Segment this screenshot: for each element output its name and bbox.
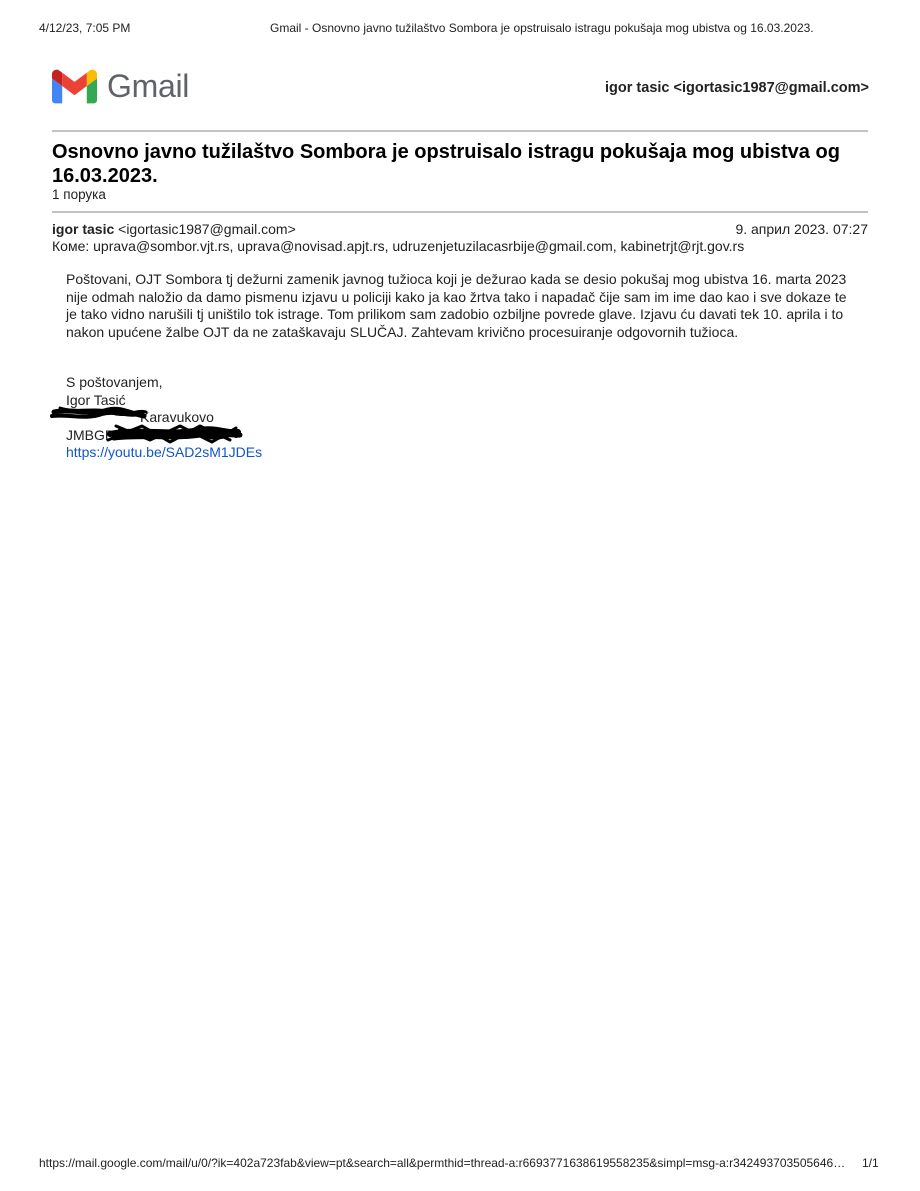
sender-name: igor tasic — [52, 221, 115, 237]
subject-divider — [52, 211, 868, 213]
print-footer-url: https://mail.google.com/mail/u/0/?ik=402a723fab&view=pt&search=all&permthid=thread-a:r6693771638619558235&simpl=msg-a:r342493703505646… — [39, 1156, 846, 1170]
signature-address — [66, 409, 262, 427]
account-identity: igor tasic <igortasic1987@gmail.com> — [605, 80, 869, 96]
message-date: 9. април 2023. 07:27 — [735, 221, 868, 237]
print-page-number: 1/1 — [862, 1156, 879, 1170]
signature-name: Igor Tasić — [66, 391, 126, 408]
recipients-line: Коме: uprava@sombor.vjt.rs, uprava@novisad.apjt.rs, udruzenjetuzilacasrbije@gmail.com, kabinetrjt@rjt.gov.rs — [52, 238, 745, 254]
message-sender-line — [52, 221, 868, 237]
header-divider — [52, 130, 868, 132]
sender-email: <igortasic1987@gmail.com> — [118, 221, 296, 237]
gmail-brand — [52, 68, 189, 104]
message-count: 1 порука — [52, 187, 106, 202]
gmail-logo-icon — [52, 69, 97, 104]
signature — [66, 374, 262, 462]
message-body: Poštovani, OJT Sombora tj dežurni zamenik javnog tužioca koji je dežurao kada se desio pokušaj mog ubistva 16. marta 2023 nije odmah naložio da damo pismenu izjavu u policiji kako ja kao žrtva tako i napadač čije sam im ime dao kao i sve dokaze te je tako vidno narušili tj uništilo tok istrage. Tom prilikom sam zadobio ozbiljne povrede glave. Izjavu ću davati tek 10. aprila i to nakon upućene žalbe OJT da ne zataškavaju SLUČAJ. Zahtevam krivično procesuiranje odgovornih tužioca. — [66, 271, 847, 340]
print-datetime: 4/12/23, 7:05 PM — [39, 21, 131, 35]
thread-subject: Osnovno javno tužilaštvo Sombora je opstruisalo istragu pokušaja mog ubistva og 16.03.2023. — [52, 141, 840, 187]
print-page-title: Gmail - Osnovno javno tužilaštvo Sombora je opstruisalo istragu pokušaja mog ubistva og 16.03.2023. — [270, 21, 814, 35]
youtube-link[interactable]: https://youtu.be/SAD2sM1JDEs — [66, 444, 263, 461]
gmail-wordmark: Gmail — [107, 68, 190, 104]
signature-greeting: S poštovanjem, — [66, 374, 163, 390]
signature-address-visible: Karavukovo — [140, 409, 214, 426]
signature-jmbg: JMBGB: — [66, 426, 119, 443]
